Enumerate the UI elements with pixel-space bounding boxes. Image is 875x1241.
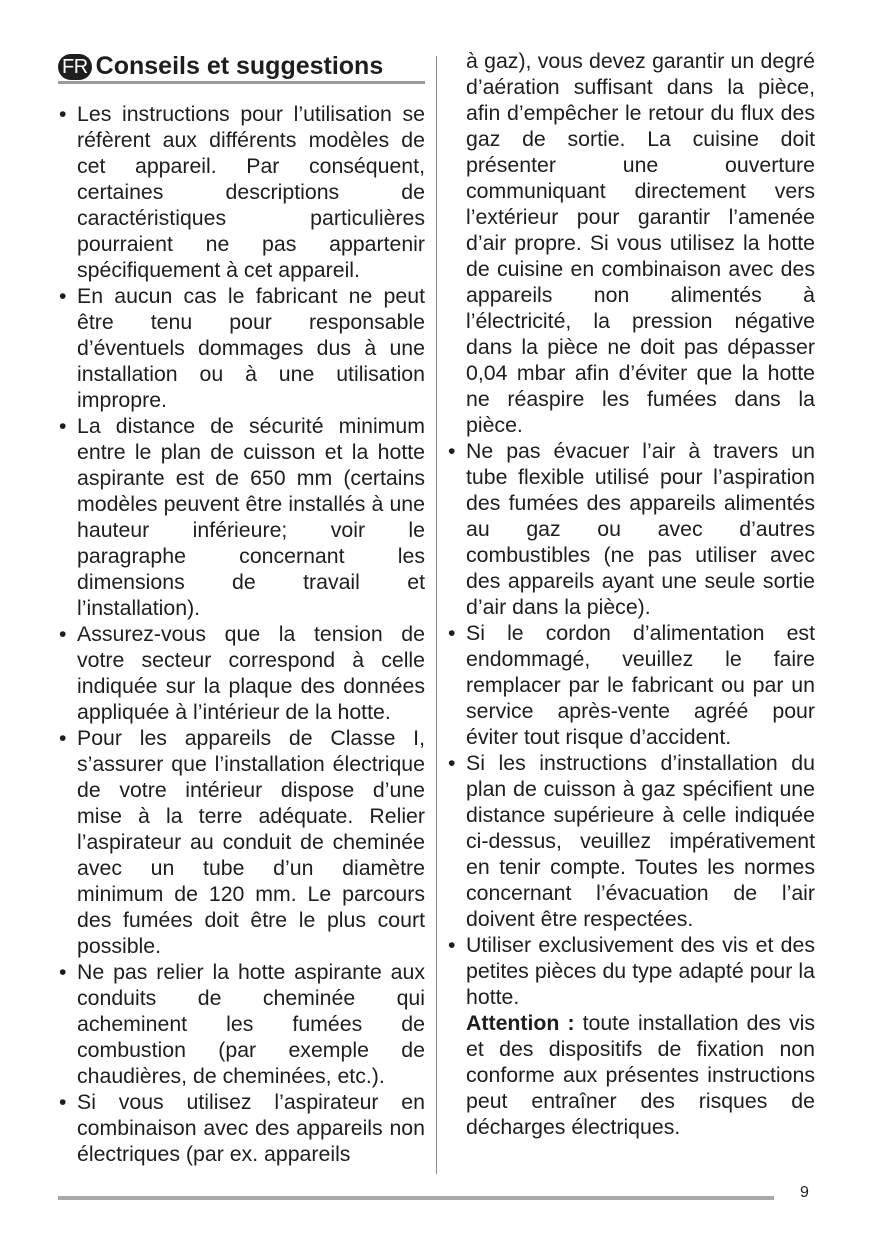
right-bullet-list	[447, 48, 815, 1140]
continued-paragraph	[447, 48, 815, 438]
section-title: Conseils et suggestions	[95, 52, 384, 80]
list-item: • Si les instructions d’installation du plan de cuisson à gaz spécifient une distance supérieure à celle indiquée ci-dessus, veuillez impérativement en tenir compte. Toutes les normes concernant l’évacuation de l’air doivent être respectées.	[447, 750, 815, 932]
list-item: • La distance de sécurité minimum entre le plan de cuisson et la hotte aspirante est de 650 mm (certains modèles peuvent être installés à une hauteur inférieure; voir le paragraphe concernant les dimensions de travail et l’installation).	[58, 413, 425, 621]
list-item: • Ne pas relier la hotte aspirante aux conduits de cheminée qui acheminent les fumées de combustion (par exemple de chaudières, de cheminées, etc.).	[58, 959, 425, 1089]
left-column	[58, 48, 425, 1167]
section-heading	[58, 48, 425, 84]
list-item: • Si le cordon d’alimentation est endommagé, veuillez le faire remplacer par le fabricant ou par un service après-vente agréé pour éviter tout risque d’accident.	[447, 620, 815, 750]
list-item: • Utiliser exclusivement des vis et des petites pièces du type adapté pour la hotte.	[447, 932, 815, 1010]
continuation-text: à gaz), vous devez garantir un degré d’aération suffisant dans la pièce, afin d’empêcher le retour du flux des gaz de sortie. La cuisine doit présenter une ouverture communiquant directement vers l’extérieur pour garantir l’amenée d’air propre. Si vous utilisez la hotte de cuisine en combinaison avec des appareils non alimentés à l’électricité, la pression négative dans la pièce ne doit pas dépasser 0,04 mbar afin d’éviter que la hotte ne réaspire les fumées dans la pièce.	[466, 49, 815, 437]
list-item: • Si vous utilisez l’aspirateur en combinaison avec des appareils non électriques (par ex. appareils	[58, 1089, 425, 1167]
footer-rule	[58, 1196, 774, 1200]
list-item: • Les instructions pour l’utilisation se réfèrent aux différents modèles de cet appareil. Par conséquent, certaines descriptions de caractéristiques particulières pourraient ne pas appartenir spécifiquement à cet appareil.	[58, 101, 425, 283]
language-badge: FR	[58, 54, 92, 80]
list-item: • Ne pas évacuer l’air à travers un tube flexible utilisé pour l’aspiration des fumées des appareils alimentés au gaz ou avec d’autres combustibles (ne pas utiliser avec des appareils ayant une seule sortie d’air dans la pièce).	[447, 438, 815, 620]
list-item: • En aucun cas le fabricant ne peut être tenu pour responsable d’éventuels dommages dus à une installation ou à une utilisation impropre.	[58, 283, 425, 413]
list-item: • Pour les appareils de Classe I, s’assurer que l’installation électrique de votre intérieur dispose d’une mise à la terre adéquate. Relier l’aspirateur au conduit de cheminée avec un tube d’un diamètre minimum de 120 mm. Le parcours des fumées doit être le plus court possible.	[58, 725, 425, 959]
list-item: • Assurez-vous que la tension de votre secteur correspond à celle indiquée sur la plaque des données appliquée à l’intérieur de la hotte.	[58, 621, 425, 725]
right-column	[447, 48, 815, 1140]
attention-label: Attention :	[466, 1011, 575, 1035]
column-divider	[436, 56, 437, 1174]
page-number: 9	[800, 1184, 809, 1201]
attention-text: toute installation des vis et des dispositifs de fixation non conforme aux présentes instructions peut entraîner des risques de décharges électriques.	[466, 1011, 815, 1139]
attention-note	[447, 1010, 815, 1140]
left-bullet-list	[58, 101, 425, 1167]
